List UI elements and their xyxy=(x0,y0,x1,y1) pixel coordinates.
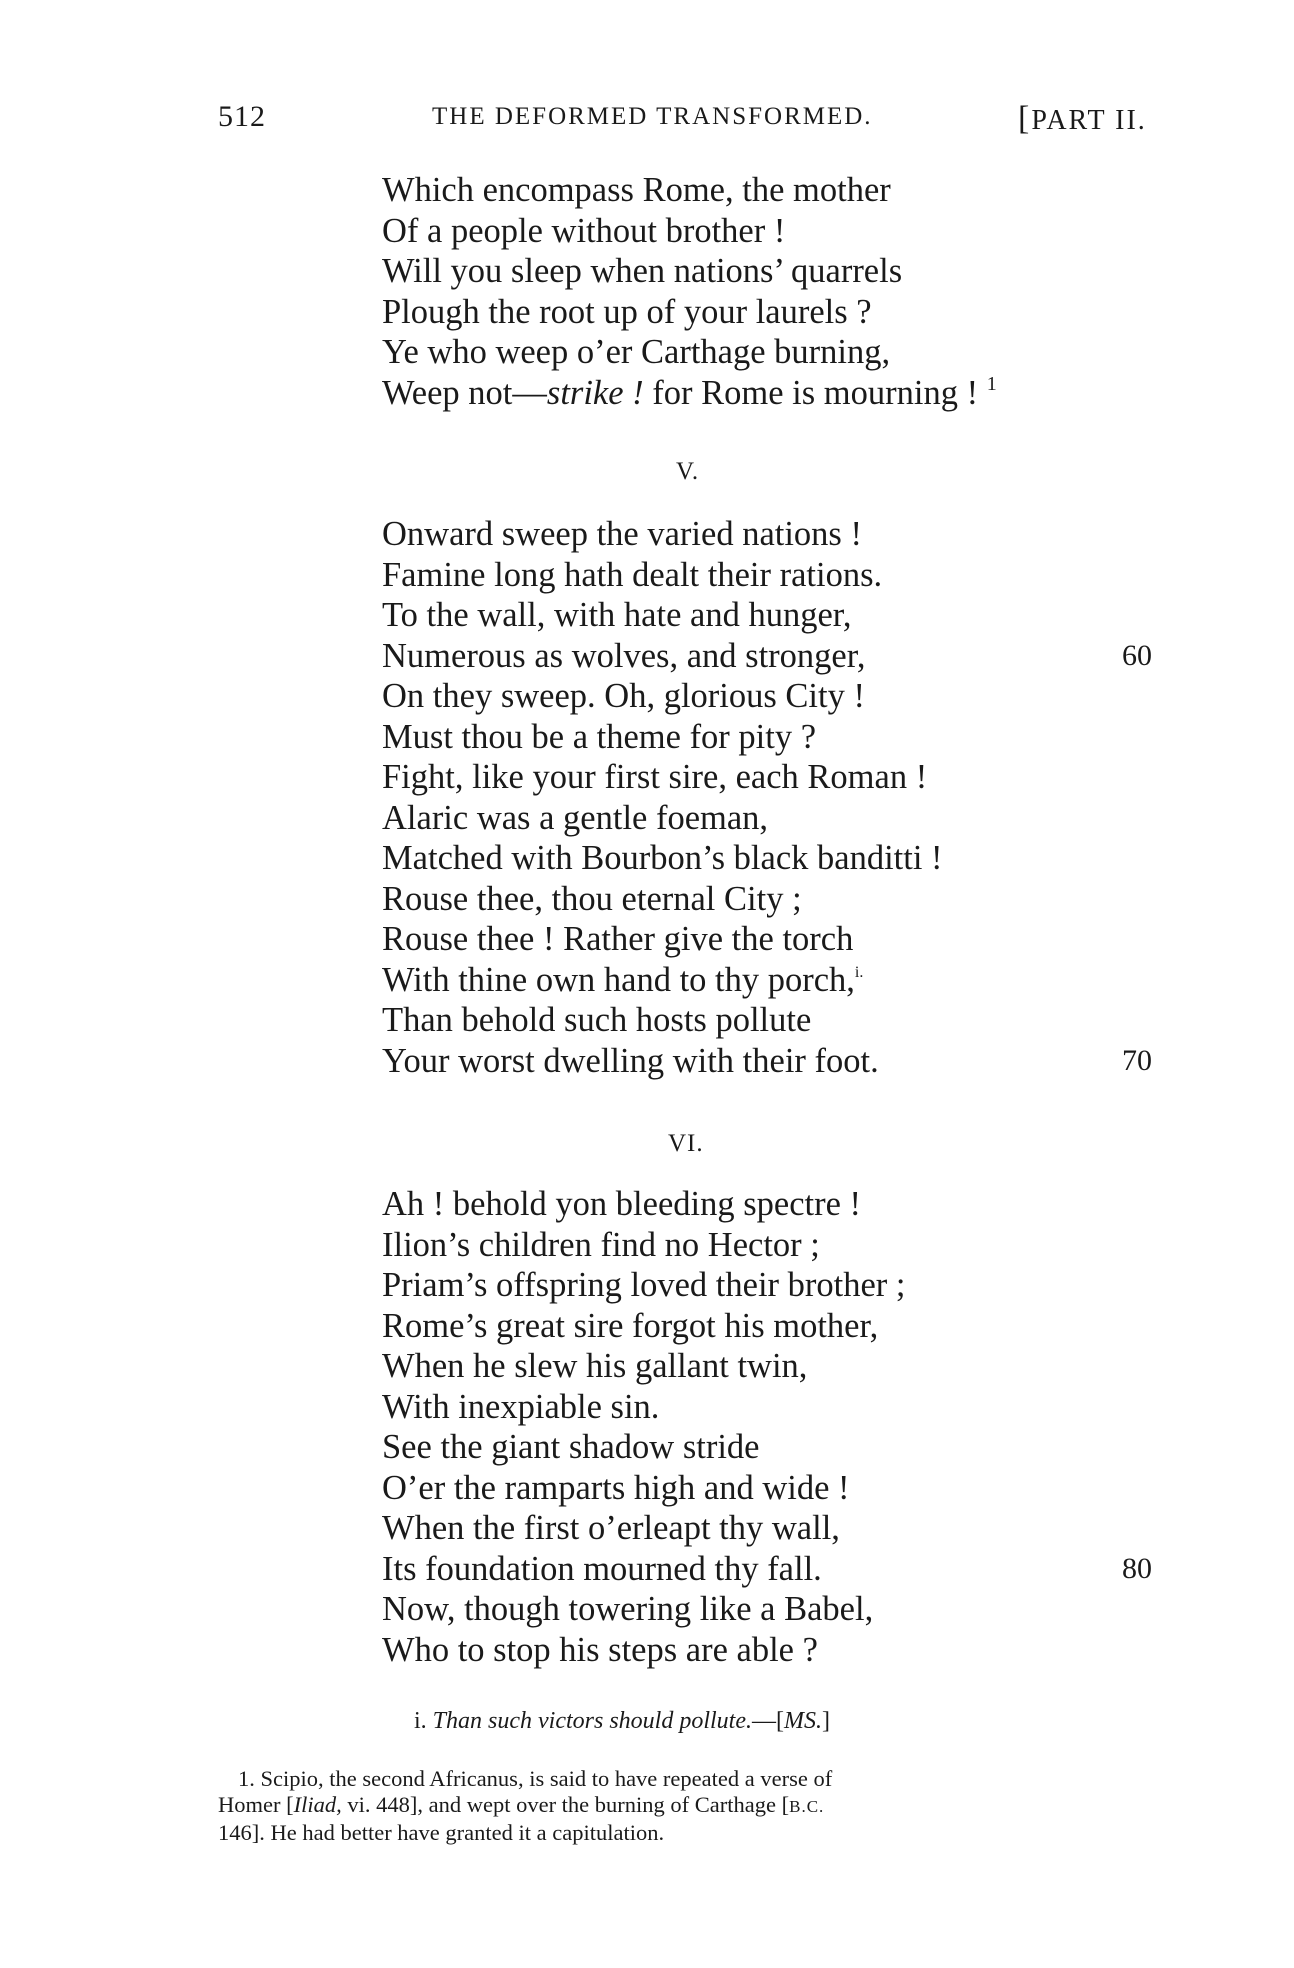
verse-line: Ah ! behold yon bleeding spectre ! xyxy=(382,1185,862,1223)
verse-line: Rouse thee ! Rather give the torch xyxy=(382,920,854,958)
verse-line: O’er the ramparts high and wide ! xyxy=(382,1468,850,1507)
verse-line: To the wall, with hate and hunger, xyxy=(382,596,852,634)
verse-line: Famine long hath dealt their rations. xyxy=(382,555,883,594)
verse-line: Fight, like your first sire, each Roman ! xyxy=(382,758,928,796)
line-number: 70 xyxy=(1122,1043,1152,1077)
verse-line: Ilion’s children find no Hector ; xyxy=(382,1225,820,1264)
footnote-smallcaps: B.C. xyxy=(789,1797,825,1816)
verse-line xyxy=(382,373,1142,414)
page-header xyxy=(0,100,1294,140)
verse-line xyxy=(382,1041,1152,1082)
footnote-text: vi. 448], and wept over the burning of Carthage [ xyxy=(341,1792,790,1817)
page-number: 512 xyxy=(218,100,266,133)
verse-line: Matched with Bourbon’s black banditti ! xyxy=(382,839,943,877)
verse-line: Than behold such hosts pollute xyxy=(382,1001,812,1039)
verse-line: Onward sweep the varied nations ! xyxy=(382,515,862,553)
verse-line: Will you sleep when nations’ quarrels xyxy=(382,252,903,290)
verse-text: Its foundation mourned thy fall. xyxy=(382,1549,822,1588)
verse-line: Now, though towering like a Babel, xyxy=(382,1590,874,1628)
verse-line: When the first o’erleapt thy wall, xyxy=(382,1509,840,1547)
verse-line: See the giant shadow stride xyxy=(382,1428,760,1466)
part-label xyxy=(1018,100,1147,138)
stanza-iv-ending xyxy=(382,170,1142,413)
verse-text: With thine own hand to thy porch, xyxy=(382,960,855,999)
variant-text: Than such victors should pollute. xyxy=(432,1708,752,1734)
variant-label: i. xyxy=(414,1708,427,1734)
verse-line: Rouse thee, thou eternal City ; xyxy=(382,879,802,918)
line-number: 80 xyxy=(1122,1551,1152,1585)
verse-line: Plough the root up of your laurels ? xyxy=(382,292,872,331)
verse-line: Of a people without brother ! xyxy=(382,211,786,250)
footnote-line xyxy=(218,1766,1166,1792)
variant-reference: i. xyxy=(854,963,864,981)
verse-line: When he slew his gallant twin, xyxy=(382,1347,808,1385)
footnote-number: 1. xyxy=(238,1766,255,1791)
footnote-line xyxy=(218,1792,1166,1820)
footnote-text: Homer [ xyxy=(218,1792,294,1817)
part-bracket: [ xyxy=(1018,100,1032,137)
variant-source: MS. xyxy=(784,1708,822,1734)
stanza-vi xyxy=(382,1184,1152,1670)
verse-line: Who to stop his steps are able ? xyxy=(382,1630,818,1669)
verse-line xyxy=(382,636,1152,677)
verse-text: for Rome is mourning ! xyxy=(643,373,979,412)
line-number: 60 xyxy=(1122,638,1152,672)
verse-line: Priam’s offspring loved their brother ; xyxy=(382,1266,906,1304)
verse-text: Your worst dwelling with their foot. xyxy=(382,1041,879,1080)
footnote-line: 146]. He had better have granted it a capitulation. xyxy=(218,1820,665,1845)
verse-line: Ye who weep o’er Carthage burning, xyxy=(382,333,891,371)
verse-line: Which encompass Rome, the mother xyxy=(382,171,891,209)
stanza-v xyxy=(382,514,1152,1081)
footnote-text: Scipio, the second Africanus, is said to have repeated a verse of xyxy=(254,1766,833,1791)
verse-line: With inexpiable sin. xyxy=(382,1387,660,1426)
verse-line: Rome’s great sire forgot his mother, xyxy=(382,1306,879,1345)
running-title: THE DEFORMED TRANSFORMED. xyxy=(432,103,873,130)
verse-line: On they sweep. Oh, glorious City ! xyxy=(382,677,865,715)
variant-dash: —[ xyxy=(752,1708,784,1734)
verse-text: Numerous as wolves, and stronger, xyxy=(382,636,866,675)
emphasis-text: strike ! xyxy=(546,373,644,412)
verse-text: Weep not— xyxy=(382,373,547,412)
footnote-reference: 1 xyxy=(986,372,997,395)
stanza-number-v: V. xyxy=(676,458,700,485)
verse-line: Alaric was a gentle foeman, xyxy=(382,798,769,837)
verse-line xyxy=(382,1549,1152,1590)
stanza-number-vi: VI. xyxy=(668,1130,704,1157)
footnote xyxy=(218,1766,1166,1846)
part-text: PART II. xyxy=(1031,105,1147,136)
footnote-italic: Iliad, xyxy=(293,1792,342,1817)
verse-line xyxy=(382,960,1142,1001)
variant-close: ] xyxy=(822,1708,830,1734)
verse-line: Must thou be a theme for pity ? xyxy=(382,717,817,756)
variant-reading xyxy=(414,1708,830,1735)
